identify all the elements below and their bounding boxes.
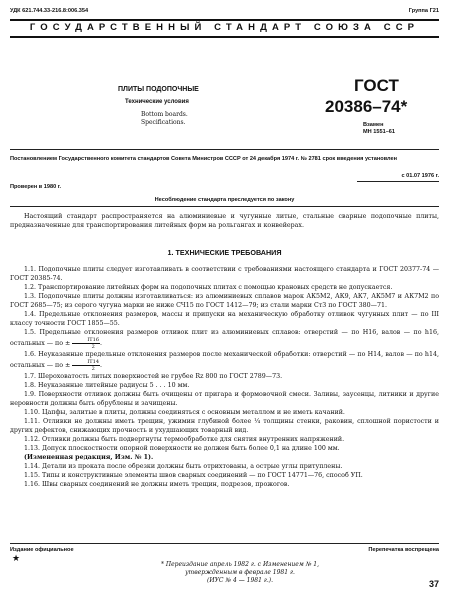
header-rule-top [10,19,439,21]
paragraph-1-11: 1.11. Отливки не должны иметь трещин, ужимин глубиной более ¼ толщины стенки, раковин, сплошной пористости и других дефектов, снижающих прочность и ухудшающих товарный вид. [10,418,439,434]
paragraph-1-12: 1.12. Отливки должны быть подвергнуты термообработке для снятия внутренних напряжений. [24,436,345,443]
gost-number: 20386–74* [325,97,408,116]
english-subtitle: Specifications. [141,119,186,126]
decree-text: Постановлением Государственного комитета стандартов Совета Министров СССР от 24 декабря 1974 г. № 2781 срок введения установлен [10,156,398,162]
reissue-note [140,561,340,585]
replaces-label: Взамен [363,122,384,128]
gost-label: ГОСТ [354,76,399,95]
paragraph-1-14: 1.14. Детали из проката после обрезки должны быть отрихтованы, а острые углы притуплены. [24,463,343,470]
scope-paragraph: Настоящий стандарт распространяется на алюминиевые и чугунные литые, стальные сварные подопочные плиты, предназначенные для транспортирования литейных форм на рольгангах и конвейерах. [10,213,439,229]
tolerance-fraction-it16 [72,337,100,350]
non-observance-notice: Несоблюдение стандарта преследуется по закону [154,197,295,203]
reissue-note-line-2: утвержденным в феврале 1981 г. [185,569,295,576]
paragraph-1-7: 1.7. Шероховатость литых поверхностей не грубее Rz 800 по ГОСТ 2789—73. [24,373,283,380]
paragraph-1-10: 1.10. Цапфы, залитые в плиты, должны соединяться с основным металлом и не иметь качаний. [24,409,345,416]
fraction-denominator: 2 [91,344,95,350]
title-rule [10,149,439,150]
udk-code: УДК 621.744.33-216.8:006.354 [10,8,89,14]
fraction-numerator: IT16 [72,337,100,344]
paragraph-1-6-text: 1.6. Неуказанные предельные отклонения размеров после механической обработки: отверстий — по H14, валов — по h14, остальных — по ± [10,351,439,369]
group-code: Группа Г21 [408,8,439,14]
gov-standard-banner: ГОСУДАРСТВЕННЫЙ СТАНДАРТ СОЮЗА ССР [29,22,420,33]
meta-rule [10,206,439,207]
paragraph-1-8: 1.8. Неуказанные литейные радиусы 5 . . . 10 мм. [24,382,190,389]
paragraph-1-4: 1.4. Предельные отклонения размеров, массы и припуски на механическую обработку отливок чугунных плит — по III классу точности ГОСТ 1855—55. [10,311,439,327]
reissue-note-line-3: (ИУС № 4 — 1981 г.). [207,577,273,584]
fraction-denominator: 2 [91,366,95,372]
star-icon: ★ [12,554,21,564]
paragraph-1-5-text: 1.5. Предельные отклонения размеров отливок плит из алюминиевых сплавов: отверстий — по H16, валов — по h16, остальных — по ± [10,329,439,347]
checked-year: Проверен в 1980 г. [10,184,62,190]
paragraph-1-5: 1.5. Предельные отклонения размеров отливок плит из алюминиевых сплавов: отверстий — по H16, валов — по h16, остальных — по ± $\frac{IT16}{2}$ . [10,329,439,350]
paragraph-1-1: 1.1. Подопочные плиты следует изготавливать в соответствии с требованиями настоящего стандарта и ГОСТ 20377-74 — ГОСТ 20385-74. [10,266,439,282]
paragraph-1-13: 1.13. Допуск плоскостности опорной поверхности не должен быть более 0,1 на длине 100 мм. [24,445,340,452]
page-number: 37 [428,579,439,589]
introduction-date: с 01.07 1976 г. [401,173,439,179]
paragraph-1-3: 1.3. Подопочные плиты должны изготавливаться: из алюминиевых сплавов марок АК5М2, АК9, АК7, АК5М7 и АК7М2 по ГОСТ 2685—75; из серого чугуна марки не ниже СЧ15 по ГОСТ 1412—79; из стали марки Ст3 по ГОСТ 380—71. [10,293,439,309]
document-title: ПЛИТЫ ПОДОПОЧНЫЕ [118,86,199,93]
reprint-notice: Перепечатка воспрещена [368,547,439,553]
paragraph-1-2: 1.2. Транспортирование литейных форм на подопочных плитах с помощью крановых средств не допускается. [24,284,393,291]
footer-rule [10,543,439,544]
paragraph-1-9: 1.9. Поверхности отливок должны быть очищены от пригара и формовочной смеси. Заливы, заусенцы, литники и другие неровности должны быть обрублены и зачищены. [10,391,439,407]
paragraph-1-15: 1.15. Типы и конструктивные элементы швов сварных соединений — по ГОСТ 14771—76, способ УП. [24,472,363,479]
paragraph-1-6: 1.6. Неуказанные предельные отклонения размеров после механической обработки: отверстий — по H14, валов — по h14, остальных — по ± $\frac{IT14}{2}$ . [10,351,439,372]
english-title: Bottom boards. [141,111,188,118]
section-heading: 1. ТЕХНИЧЕСКИЕ ТРЕБОВАНИЯ [167,248,282,257]
revision-note: (Измененная редакция, Изм. № 1). [24,454,154,461]
fraction-numerator: IT14 [72,359,100,366]
reissue-note-line-1: * Переиздание апрель 1982 г. с Изменением № 1, [160,561,320,568]
date-underline [357,181,439,182]
official-edition-label: Издание официальное [10,547,74,553]
header-rule-bottom [10,36,439,38]
tolerance-fraction-it14 [72,359,100,372]
paragraph-1-16: 1.16. Швы сварных соединений не должны иметь трещин, подрезов, прожогов. [24,481,290,488]
replaces-value: МН 1551–61 [363,129,396,135]
requirements-list [10,265,439,489]
document-subtitle: Технические условия [125,99,189,105]
